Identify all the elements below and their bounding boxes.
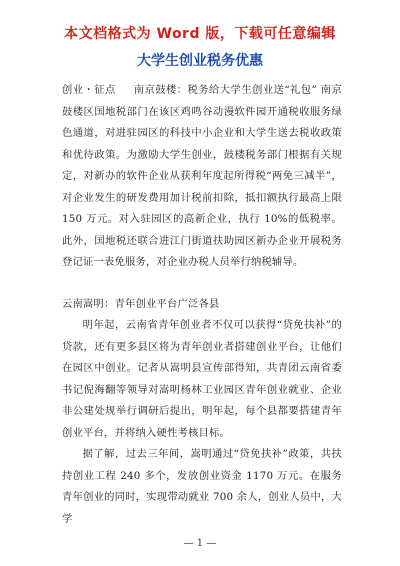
word-version-banner: 本文档格式为 Word 版，下载可任意编辑 xyxy=(64,26,336,42)
section2-heading: 云南嵩明：青年创业平台广泛各县 xyxy=(62,297,220,310)
paragraph-gap xyxy=(62,274,342,294)
document-body xyxy=(62,80,342,530)
section1-text: 南京鼓楼：税务给大学生创业送“礼包” 南京鼓楼区国地税部门在该区鸡鸣谷动漫软件园开通税收服务绿色通道，对进驻园区的科技中小企业和大学生送去税收政策和优待政策。为激励大学生创业，鼓楼税务部门根据有关规定，对新办的软件企业从获利年度起所得税“两免三减半”，对企业发生的研发费用加计税前扣除，抵扣额执行最高上限 150 万元。对入驻园区的高新企业，执行 10%的低税率。此外，国地税还联合进江门街道扶助园区新办企业开展税务登记证一表免服务，对企业办税人员举行纳税辅导。 xyxy=(62,84,342,268)
document-title: 大学生创业税务优惠 xyxy=(137,53,263,69)
section2-paragraph-2: 据了解，过去三年间，嵩明通过“贷免扶补”政策，共扶持创业工程 240 多个，发放创业资金 1170 万元。在服务青年创业的同时，实现带动就业 700 余人，创业人员中，大学 xyxy=(62,448,342,525)
section1-tag: 创业・征点 xyxy=(62,84,116,96)
page-number: — 1 — xyxy=(183,538,217,549)
section2-paragraph-1: 明年起，云南省青年创业者不仅可以获得“贷免扶补”的贷款，还有更多县区将为青年创业者搭建创业平台，让他们在园区中创业。记者从嵩明县宣传部得知，共青团云南省委书记倪海翻等领导对嵩明杨林工业园区青年创业就业、企业非公建处规举行调研后提出，明年起，每个县都要搭建青年创业平台，并将纳入硬性考核目标。 xyxy=(62,319,342,439)
paragraph-section1 xyxy=(62,80,342,274)
